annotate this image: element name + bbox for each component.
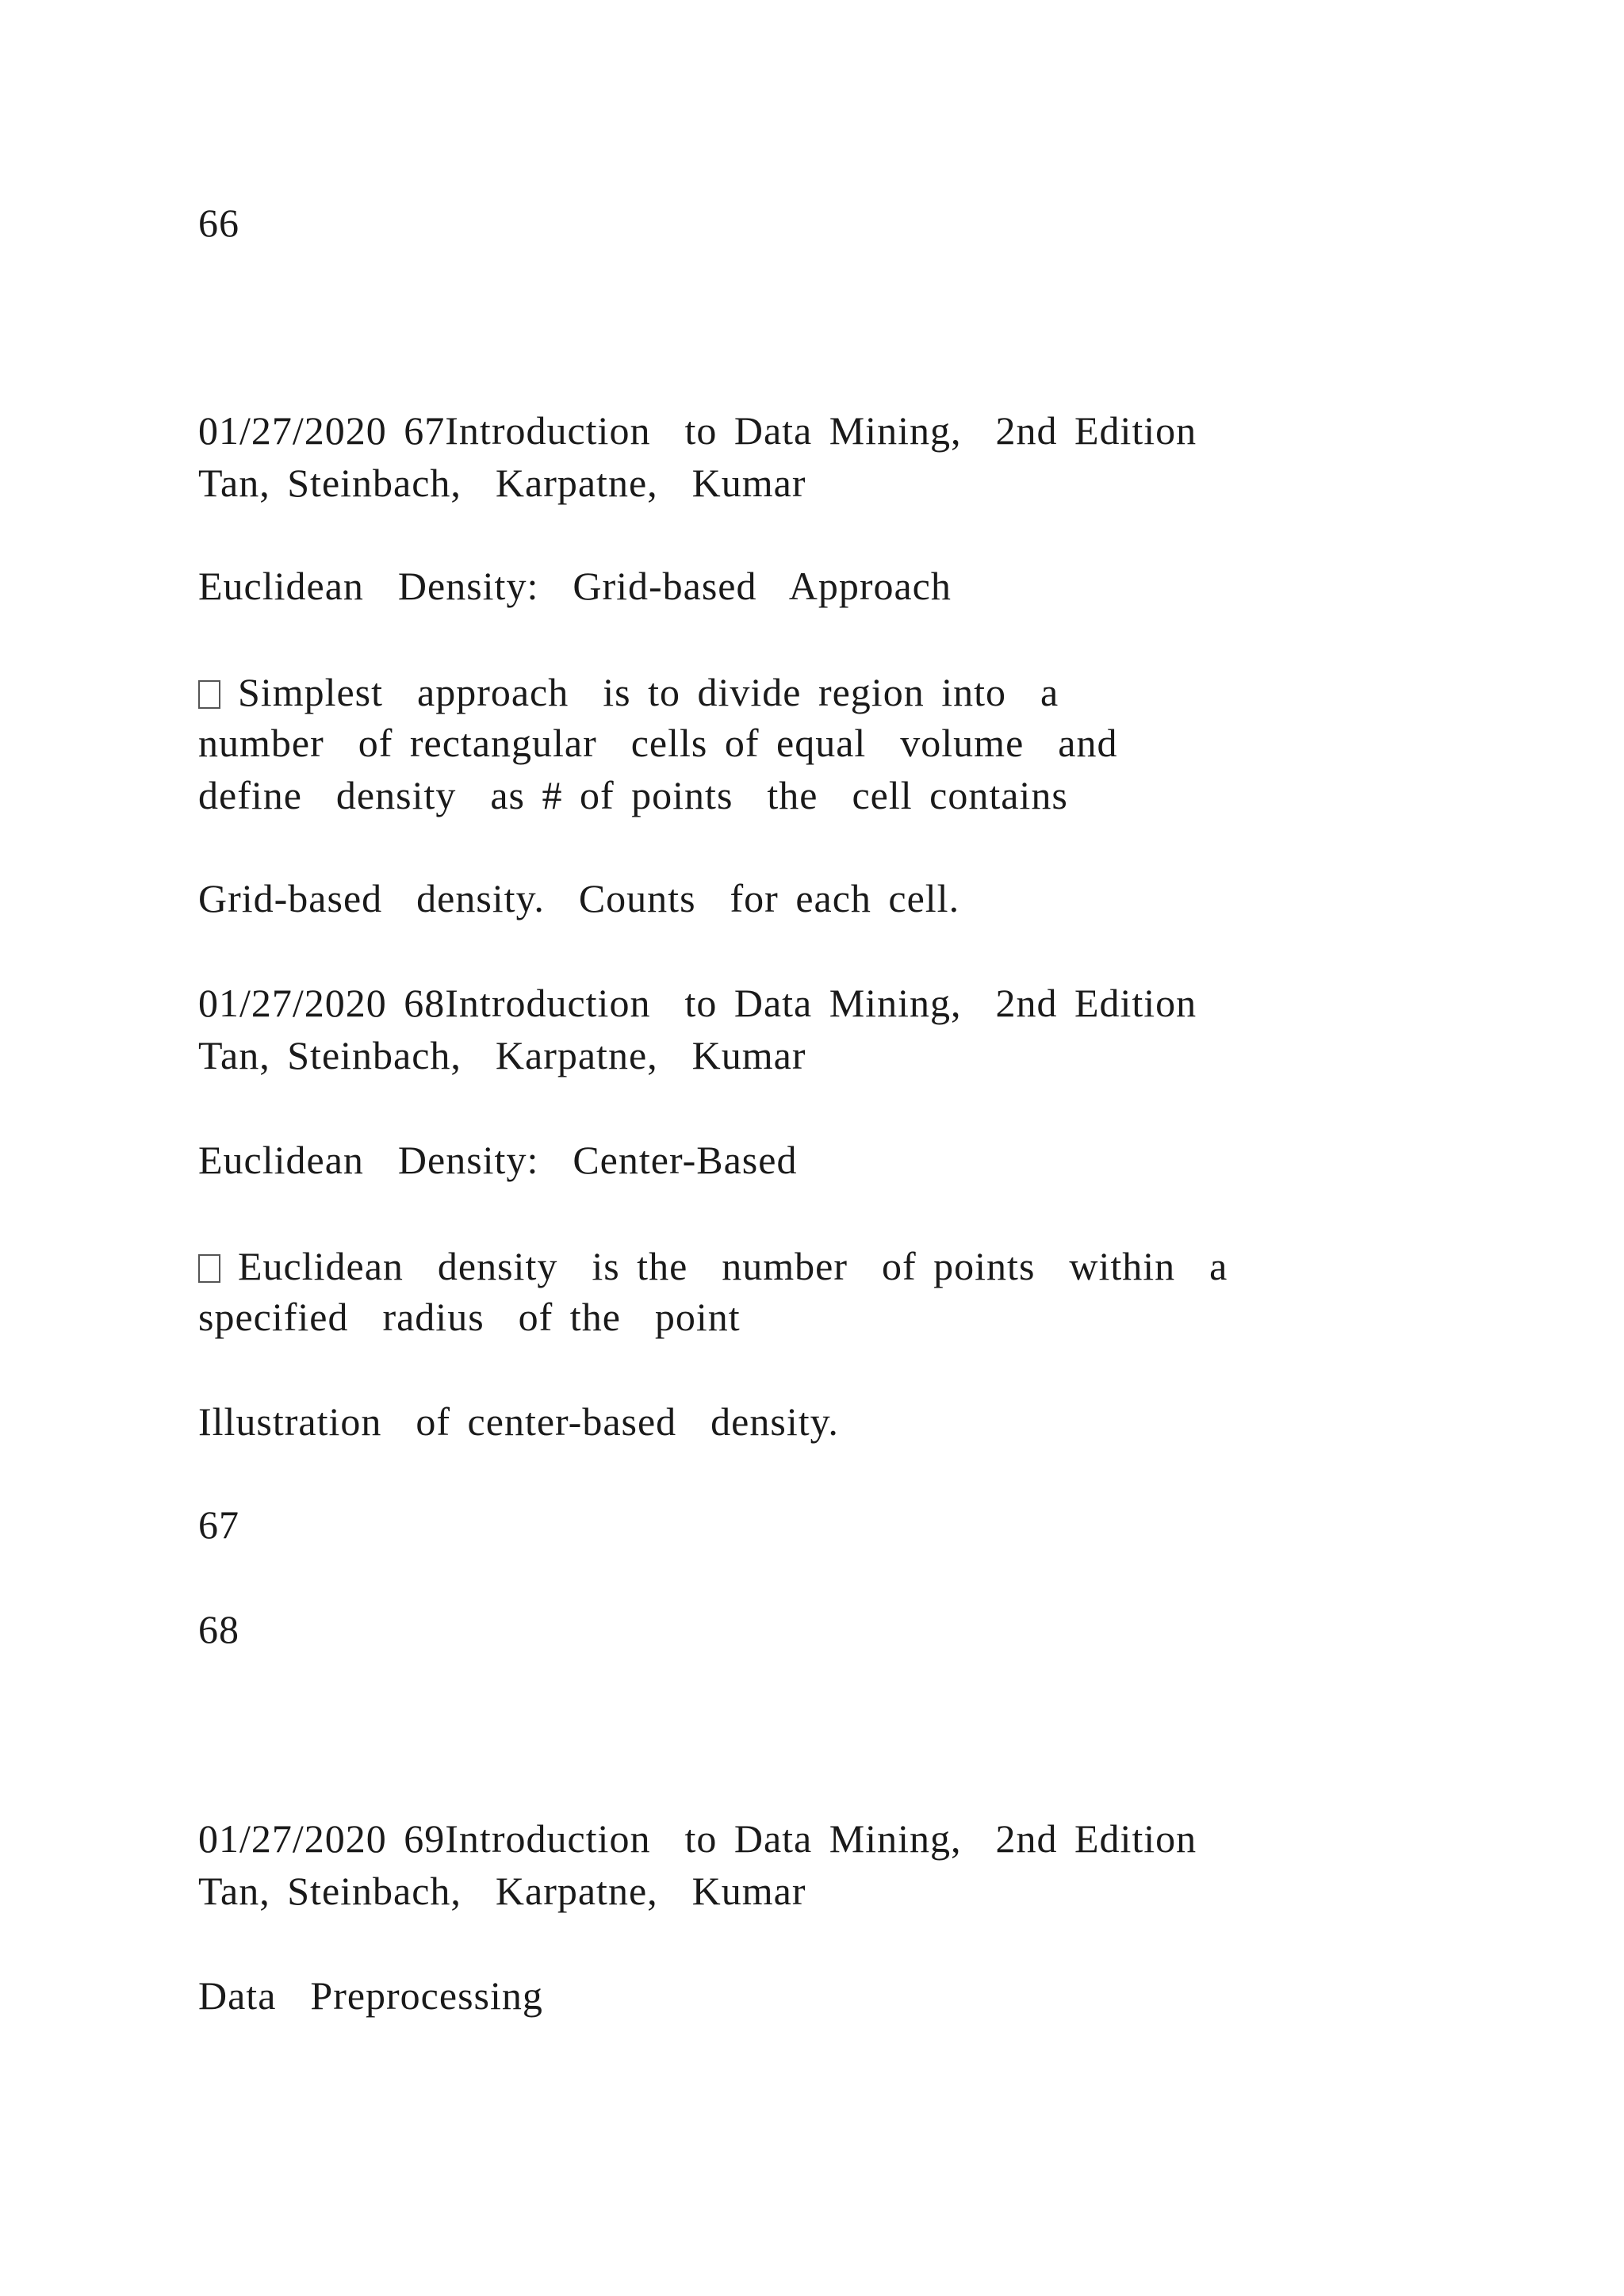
bullet-box-icon: [198, 1254, 220, 1283]
figure-caption: Grid-based density. Counts for each cell.: [198, 876, 960, 920]
figure-caption: Illustration of center-based density.: [198, 1399, 839, 1444]
slide-authors: Tan, Steinbach, Karpatne, Kumar: [198, 1869, 806, 1913]
slide-header: 01/27/2020 69Introduction to Data Mining, 2nd Edition: [198, 1816, 1197, 1861]
slide-header: 01/27/2020 67Introduction to Data Mining, 2nd Edition: [198, 408, 1197, 453]
slide-authors: Tan, Steinbach, Karpatne, Kumar: [198, 1033, 806, 1077]
page-number: 66: [198, 201, 239, 245]
bullet-text: Simplest approach is to divide region into a: [238, 670, 1059, 714]
body-line: define density as # of points the cell contains: [198, 773, 1068, 817]
page-number: 68: [198, 1607, 239, 1651]
page-number: 67: [198, 1502, 239, 1547]
bullet-line: [198, 1240, 1228, 1292]
bullet-box-icon: [198, 680, 220, 709]
slide-title: Euclidean Density: Center-Based: [198, 1138, 798, 1182]
body-line: specified radius of the point: [198, 1295, 741, 1339]
body-line: number of rectangular cells of equal volume and: [198, 721, 1118, 765]
slide-header: 01/27/2020 68Introduction to Data Mining, 2nd Edition: [198, 981, 1197, 1025]
slide-authors: Tan, Steinbach, Karpatne, Kumar: [198, 461, 806, 505]
bullet-text: Euclidean density is the number of points within a: [238, 1244, 1228, 1288]
slide-title: Data Preprocessing: [198, 1973, 543, 2018]
bullet-line: [198, 666, 1059, 718]
slide-title: Euclidean Density: Grid-based Approach: [198, 564, 952, 608]
